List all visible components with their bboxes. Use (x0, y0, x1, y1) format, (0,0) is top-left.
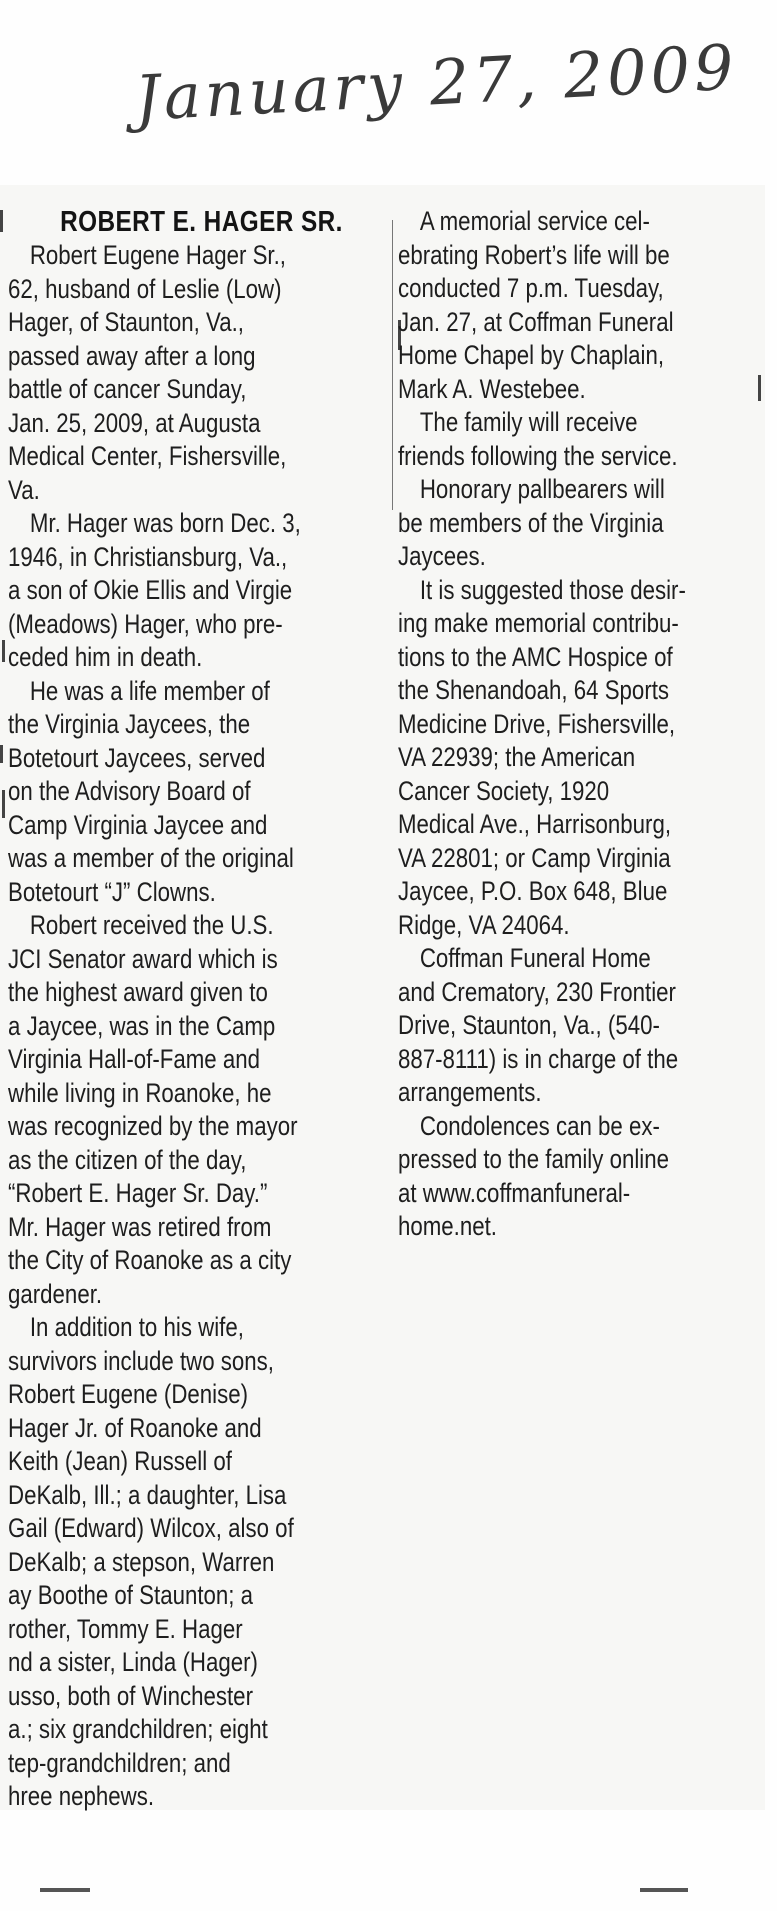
obituary-right-column (398, 205, 759, 1244)
obituary-text-line: as the citizen of the day, (8, 1144, 247, 1175)
obituary-text-line: pressed to the family online (398, 1144, 669, 1174)
obituary-text-line: a Jaycee, was in the Camp (8, 1010, 276, 1041)
obituary-text-line: Medicine Drive, Fishersville, (398, 708, 676, 739)
obituary-text-line: and Crematory, 230 Frontier (398, 976, 676, 1007)
right-paragraphs (398, 205, 759, 1244)
obituary-text-line: at www.coffmanfuneral- (398, 1177, 631, 1208)
obituary-text-line: Jaycees. (398, 541, 486, 571)
obituary-text-line: usso, both of Winchester (8, 1680, 253, 1711)
obituary-text-line: nd a sister, Linda (Hager) (8, 1647, 258, 1677)
obituary-text-line: Jan. 25, 2009, at Augusta (8, 407, 261, 438)
obituary-text-line: 62, husband of Leslie (Low) (8, 273, 282, 304)
obituary-text-line: Keith (Jean) Russell of (8, 1446, 232, 1476)
obituary-text-line: A memorial service cel- (419, 206, 650, 236)
obituary-text-line: passed away after a long (8, 340, 256, 371)
obituary-text-line: be members of the Virginia (398, 507, 664, 538)
obituary-text-line: Va. (8, 474, 40, 505)
obituary-text-line: The family will receive (419, 407, 638, 437)
obituary-left-column (8, 205, 378, 1814)
obituary-text-line: conducted 7 p.m. Tuesday, (398, 273, 664, 303)
obituary-text-line: 887-8111) is in charge of the (398, 1043, 679, 1074)
obituary-headline: ROBERT E. HAGER SR. (60, 206, 343, 238)
obituary-text-line: tep-grandchildren; and (8, 1747, 231, 1778)
obituary-text-line: arrangements. (398, 1077, 542, 1107)
obituary-text-line: Hager, of Staunton, Va., (8, 307, 244, 337)
obituary-text-line: survivors include two sons, (8, 1345, 274, 1376)
obituary-text-line: Robert Eugene (Denise) (8, 1379, 249, 1409)
obituary-text-line: Medical Center, Fishersville, (8, 441, 287, 471)
obituary-text-line: 1946, in Christiansburg, Va., (8, 541, 288, 572)
obituary-text-line: It is suggested those desir- (419, 574, 686, 605)
obituary-text-line: Mark A. Westebee. (398, 373, 586, 404)
scan-mark (0, 210, 3, 232)
obituary-text-line: the City of Roanoke as a city (8, 1245, 292, 1275)
obituary-text-line: In addition to his wife, (29, 1312, 244, 1342)
obituary-text-line: “Robert E. Hager Sr. Day.” (8, 1178, 268, 1208)
obituary-text-line: Ridge, VA 24064. (398, 909, 570, 940)
obituary-text-line: He was a life member of (29, 675, 270, 706)
scan-mark (40, 1888, 90, 1892)
left-paragraphs (8, 239, 378, 1814)
obituary-text-line: gardener. (8, 1278, 103, 1309)
obituary-text-line: was recognized by the mayor (8, 1111, 298, 1141)
handwritten-date: January 27, 2009 (133, 30, 740, 135)
obituary-text-line: the highest award given to (8, 977, 268, 1007)
obituary-text-line: friends following the service. (398, 440, 678, 471)
obituary-text-line: ceded him in death. (8, 642, 203, 672)
obituary-text-line: battle of cancer Sunday, (8, 374, 247, 404)
obituary-text-line: Honorary pallbearers will (419, 474, 665, 504)
obituary-text-line: Mr. Hager was retired from (8, 1211, 272, 1242)
obituary-text-line: Jaycee, P.O. Box 648, Blue (398, 876, 668, 906)
column-divider (392, 220, 393, 510)
obituary-text-line: VA 22801; or Camp Virginia (398, 842, 671, 873)
obituary-text-line: home.net. (398, 1211, 498, 1241)
obituary-text-line: was a member of the original (8, 843, 294, 873)
obituary-text-line: Condolences can be ex- (419, 1110, 660, 1141)
obituary-text-line: tions to the AMC Hospice of (398, 641, 673, 672)
obituary-text-line: while living in Roanoke, he (8, 1077, 272, 1108)
scan-mark (2, 790, 5, 818)
obituary-text-line: DeKalb; a stepson, Warren (8, 1546, 275, 1577)
obituary-text-line: Gail (Edward) Wilcox, also of (8, 1513, 294, 1543)
obituary-text-line: Home Chapel by Chaplain, (398, 340, 665, 370)
scan-mark (0, 745, 3, 763)
obituary-text-line: Virginia Hall-of-Fame and (8, 1044, 260, 1074)
obituary-text-line: Hager Jr. of Roanoke and (8, 1412, 262, 1443)
obituary-text-line: (Meadows) Hager, who pre- (8, 608, 283, 639)
obituary-text-line: Jan. 27, at Coffman Funeral (398, 306, 674, 337)
obituary-text-line: Robert received the U.S. (29, 910, 274, 940)
obituary-text-line: Botetourt “J” Clowns. (8, 876, 216, 907)
obituary-text-line: JCI Senator award which is (8, 943, 278, 974)
obituary-text-line: Robert Eugene Hager Sr., (29, 240, 286, 270)
obituary-text-line: Botetourt Jaycees, served (8, 742, 266, 773)
scan-mark (2, 640, 5, 662)
obituary-text-line: Mr. Hager was born Dec. 3, (29, 508, 301, 538)
obituary-text-line: Cancer Society, 1920 (398, 775, 610, 806)
obituary-text-line: the Shenandoah, 64 Sports (398, 675, 670, 705)
scan-mark (640, 1888, 688, 1892)
obituary-text-line: hree nephews. (8, 1781, 155, 1811)
obituary-text-line: Camp Virginia Jaycee and (8, 809, 268, 840)
obituary-text-line: Medical Ave., Harrisonburg, (398, 809, 672, 839)
obituary-text-line: a.; six grandchildren; eight (8, 1714, 268, 1744)
obituary-text-line: ebrating Robert’s life will be (398, 239, 670, 270)
obituary-text-line: the Virginia Jaycees, the (8, 709, 251, 739)
obituary-text-line: rother, Tommy E. Hager (8, 1613, 243, 1644)
obituary-text-line: on the Advisory Board of (8, 776, 251, 806)
obituary-text-line: VA 22939; the American (398, 742, 636, 772)
obituary-text-line: Coffman Funeral Home (419, 943, 651, 973)
obituary-text-line: ing make memorial contribu- (398, 608, 679, 638)
obituary-text-line: Drive, Staunton, Va., (540- (398, 1010, 660, 1040)
obituary-text-line: ay Boothe of Staunton; a (8, 1580, 254, 1610)
obituary-text-line: a son of Okie Ellis and Virgie (8, 575, 293, 605)
obituary-text-line: DeKalb, Ill.; a daughter, Lisa (8, 1479, 287, 1510)
